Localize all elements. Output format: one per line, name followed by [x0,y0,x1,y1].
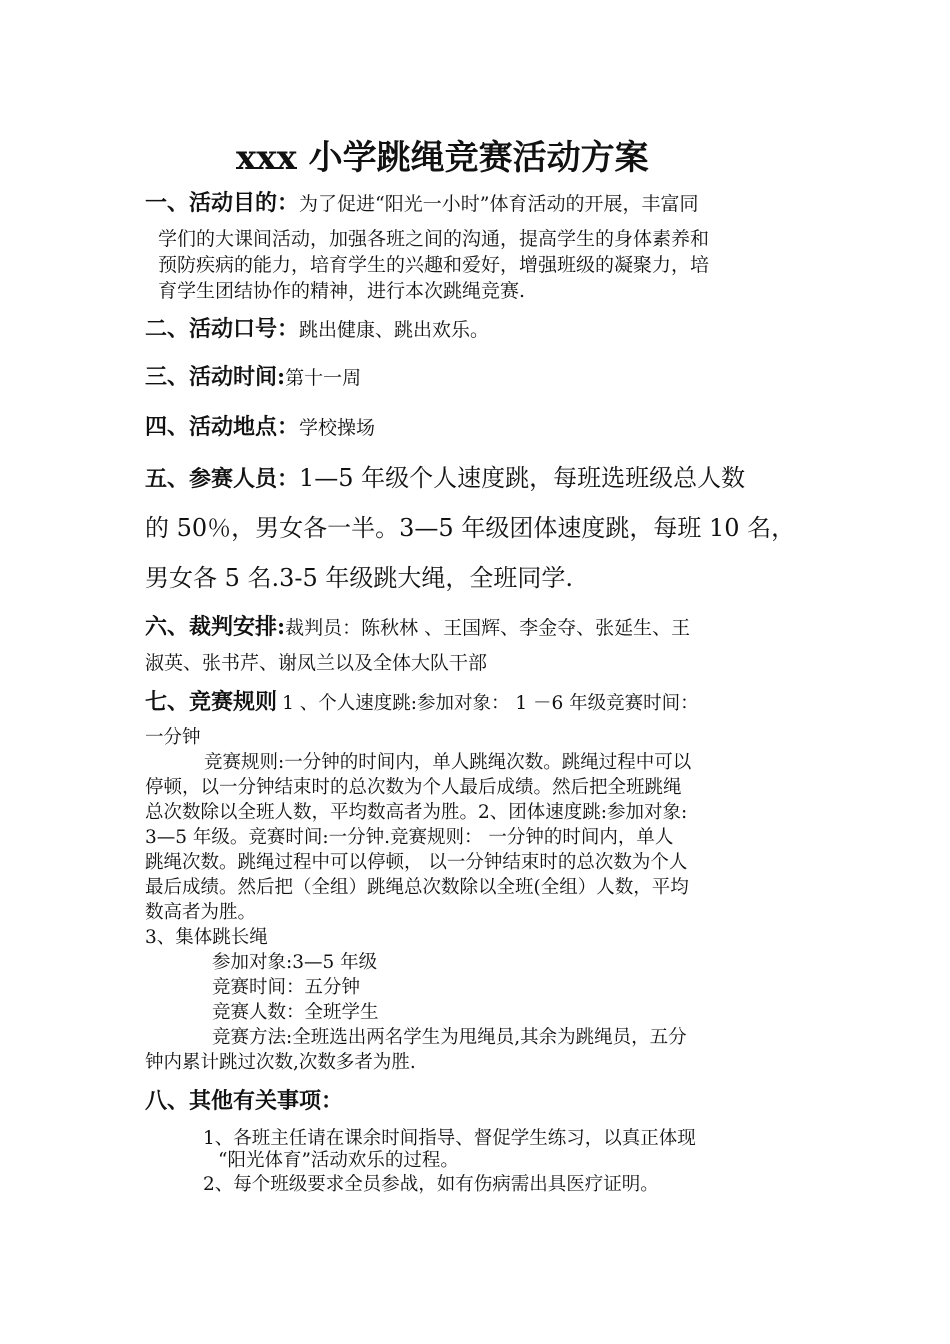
section-rules [145,685,699,716]
section-referees [145,610,690,641]
body-line: 预防疾病的能力，培育学生的兴趣和爱好，增强班级的凝聚力，培 [158,254,710,276]
body-line: 学们的大课间活动，加强各班之间的沟通，提高学生的身体素养和 [158,228,710,250]
section-rules-line: 1 、个人速度跳:参加对象： 1 －6 年级竞赛时间： [282,693,699,714]
body-line: 停顿，以一分钟结束时的总次数为个人最后成绩。然后把全班跳绳 [145,777,682,798]
body-line: 淑英、张书芹、谢凤兰以及全体大队干部 [145,652,488,674]
body-line: 2、每个班级要求全员参战，如有伤病需出具医疗证明。 [203,1174,659,1195]
body-line: 竞赛规则:一分钟的时间内，单人跳绳次数。跳绳过程中可以 [204,752,692,773]
body-line: 3、集体跳长绳 [145,927,268,948]
section-referees-label: 六、裁判安排: [145,614,286,640]
section-time-label: 三、活动时间: [145,364,286,390]
body-line: 3—5 年级。竞赛时间:一分钟.竞赛规则： 一分钟的时间内，单人 [145,827,674,848]
body-line: 育学生团结协作的精神，进行本次跳绳竞赛. [158,280,526,302]
section-slogan [145,312,489,343]
body-line: 一分钟 [145,727,201,748]
page-title: xxx 小学跳绳竞赛活动方案 [236,138,649,178]
body-line: 钟内累计跳过次数,次数多者为胜. [145,1052,416,1073]
section-location-label: 四、活动地点： [145,414,300,440]
section-slogan-label: 二、活动口号： [145,316,300,342]
section-purpose-label: 一、活动目的： [145,190,300,216]
body-line: 最后成绩。然后把（全组）跳绳总次数除以全班(全组）人数，平均 [145,877,689,898]
section-participants-label: 五、参赛人员： [145,466,300,492]
body-line: 1、各班主任请在课余时间指导、督促学生练习，以真正体现 [203,1128,696,1149]
body-line: 男女各 5 名.3-5 年级跳大绳，全班同学. [145,564,574,592]
body-line: “阳光体育”活动欢乐的过程。 [218,1150,459,1171]
section-purpose-line: 为了促进“阳光一小时”体育活动的开展，丰富同 [299,193,699,215]
section-participants [145,458,745,493]
section-participants-line: 1—5 年级个人速度跳，每班选班级总人数 [299,464,746,492]
section-time-text: 第十一周 [285,367,362,389]
body-line: 参加对象:3—5 年级 [212,952,378,973]
section-purpose [145,186,698,217]
body-line: 总次数除以全班人数，平均数高者为胜。2、团体速度跳:参加对象: [145,802,688,823]
body-line: 竞赛方法:全班选出两名学生为甩绳员,其余为跳绳员，五分 [212,1027,687,1048]
body-line: 的 50％，男女各一半。3—5 年级团体速度跳，每班 10 名， [145,514,796,542]
section-referees-line: 裁判员：陈秋林 、王国辉、李金夺、张延生、王 [285,617,691,639]
section-slogan-text: 跳出健康、跳出欢乐。 [299,319,490,341]
body-line: 跳绳次数。跳绳过程中可以停顿， 以一分钟结束时的总次数为个人 [145,852,688,873]
section-other-label: 八、其他有关事项： [145,1088,344,1114]
section-location-text: 学校操场 [299,417,376,439]
body-line: 竞赛人数：全班学生 [212,1002,379,1023]
body-line: 数高者为胜。 [145,902,257,923]
section-time [145,360,361,391]
section-location [145,410,375,441]
section-rules-label: 七、竞赛规则 [145,689,278,715]
body-line: 竞赛时间：五分钟 [212,977,361,998]
